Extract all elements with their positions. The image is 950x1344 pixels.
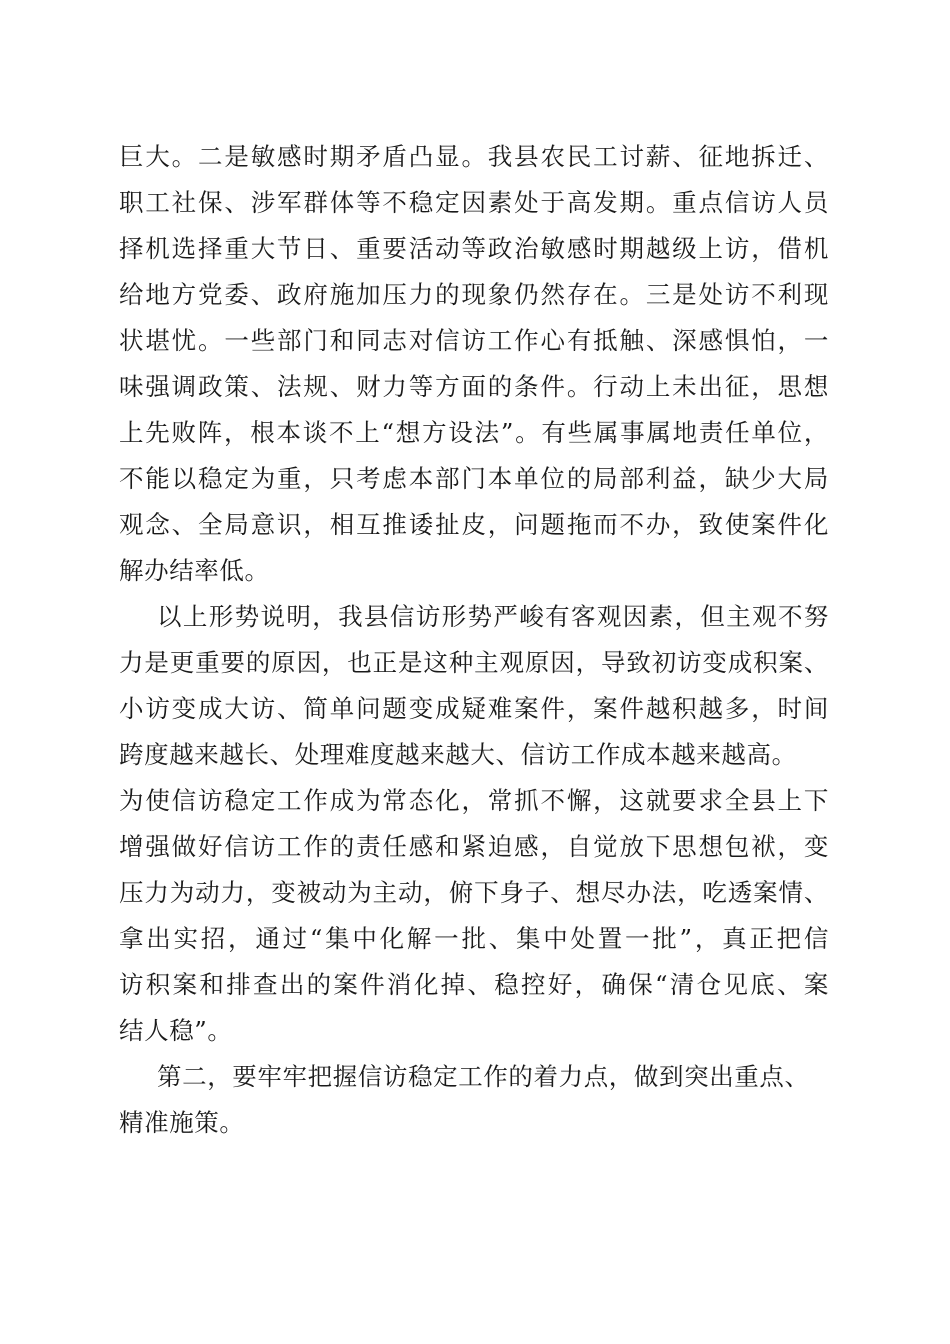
text-line: 职工社保、涉军群体等不稳定因素处于高发期。重点信访人员 <box>119 188 829 217</box>
text-line: 解办结率低。 <box>119 556 270 585</box>
text-line: 访积案和排查出的案件消化掉、稳控好，确保“清仓见底、案 <box>119 970 829 999</box>
text-line: 跨度越来越长、处理难度越来越大、信访工作成本越来越高。 <box>119 740 797 769</box>
text-line: 压力为动力，变被动为主动，俯下身子、想尽办法，吃透案情、 <box>119 878 829 907</box>
text-line: 拿出实招，通过“集中化解一批、集中处置一批”，真正把信 <box>119 924 829 953</box>
text-line: 给地方党委、政府施加压力的现象仍然存在。三是处访不利现 <box>119 280 829 309</box>
text-line: 结人稳”。 <box>119 1016 233 1045</box>
text-line: 为使信访稳定工作成为常态化，常抓不懈，这就要求全县上下 <box>119 786 829 815</box>
text-line: 观念、全局意识，相互推诿扯皮，问题拖而不办，致使案件化 <box>119 510 829 539</box>
text-line: 力是更重要的原因，也正是这种主观原因，导致初访变成积案、 <box>119 648 829 677</box>
paragraph-3 <box>119 1054 829 1146</box>
text-line: 第二，要牢牢把握信访稳定工作的着力点，做到突出重点、 <box>157 1062 810 1091</box>
paragraph-1 <box>119 134 829 594</box>
paragraph-2 <box>119 594 829 1054</box>
text-line: 不能以稳定为重，只考虑本部门本单位的局部利益，缺少大局 <box>119 464 829 493</box>
text-line: 以上形势说明，我县信访形势严峻有客观因素，但主观不努 <box>157 602 829 631</box>
text-line: 择机选择重大节日、重要活动等政治敏感时期越级上访，借机 <box>119 234 829 263</box>
text-line: 上先败阵，根本谈不上“想方设法”。有些属事属地责任单位， <box>119 418 829 447</box>
text-line: 增强做好信访工作的责任感和紧迫感，自觉放下思想包袱，变 <box>119 832 829 861</box>
text-line: 巨大。二是敏感时期矛盾凸显。我县农民工讨薪、征地拆迁、 <box>119 142 829 171</box>
text-line: 精准施策。 <box>119 1108 245 1137</box>
document-body <box>119 134 829 1146</box>
text-line: 味强调政策、法规、财力等方面的条件。行动上未出征，思想 <box>119 372 829 401</box>
text-line: 小访变成大访、简单问题变成疑难案件，案件越积越多，时间 <box>119 694 829 723</box>
text-line: 状堪忧。一些部门和同志对信访工作心有抵触、深感惧怕，一 <box>119 326 829 355</box>
